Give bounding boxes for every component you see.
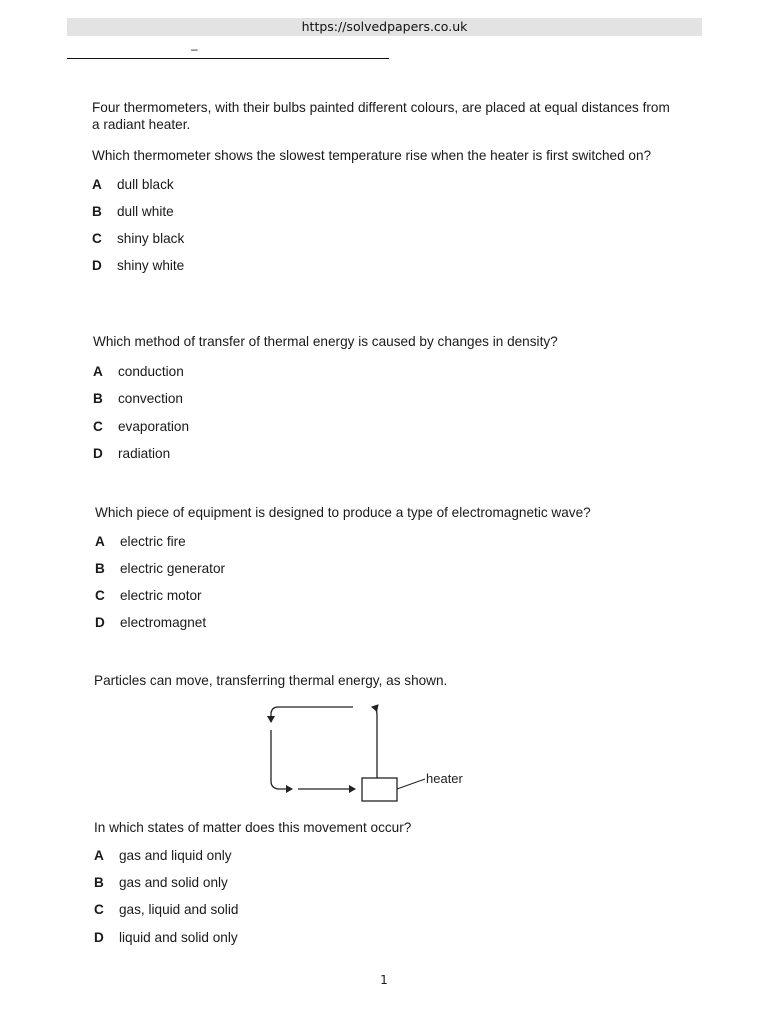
option-letter: B: [94, 875, 104, 890]
option-text: evaporation: [118, 419, 190, 434]
option-letter: D: [94, 930, 104, 945]
source-url-banner: https://solvedpapers.co.uk: [67, 18, 702, 36]
question-4-prompt: In which states of matter does this movement occur?: [94, 820, 412, 835]
option-text: gas and solid only: [119, 875, 228, 890]
question-2-prompt: Which method of transfer of thermal energy is caused by changes in density?: [93, 334, 558, 349]
option-text: electromagnet: [120, 615, 207, 630]
option-letter: C: [94, 902, 104, 917]
question-1-stem-line-1: Four thermometers, with their bulbs painted different colours, are placed at equal distances from: [92, 100, 670, 115]
option-letter: A: [95, 534, 105, 549]
option-letter: C: [93, 419, 103, 434]
header-rule: [67, 58, 389, 59]
option-letter: D: [92, 258, 102, 273]
option-letter: D: [95, 615, 105, 630]
option-letter: D: [93, 446, 103, 461]
question-1-prompt: Which thermometer shows the slowest temperature rise when the heater is first switched on?: [92, 148, 652, 163]
option-text: liquid and solid only: [119, 930, 238, 945]
option-letter: A: [94, 848, 104, 863]
option-letter: B: [95, 561, 105, 576]
option-letter: A: [93, 364, 103, 379]
option-text: shiny black: [117, 231, 185, 246]
option-text: convection: [118, 391, 183, 406]
option-text: dull white: [117, 204, 174, 219]
convection-loop-svg: [262, 700, 482, 810]
heater-label: heater: [426, 771, 463, 786]
option-text: gas, liquid and solid: [119, 902, 239, 917]
option-letter: C: [92, 231, 102, 246]
option-text: conduction: [118, 364, 184, 379]
option-text: electric motor: [120, 588, 202, 603]
option-text: dull black: [117, 177, 174, 192]
option-letter: C: [95, 588, 105, 603]
option-letter: B: [93, 391, 103, 406]
option-text: gas and liquid only: [119, 848, 232, 863]
question-1-stem-line-2: a radiant heater.: [92, 117, 191, 132]
option-text: electric generator: [120, 561, 226, 576]
option-text: radiation: [118, 446, 171, 461]
option-text: shiny white: [117, 258, 185, 273]
heater-leader-line: [397, 779, 425, 789]
option-letter: B: [92, 204, 102, 219]
convection-loop-diagram: [262, 700, 482, 815]
option-letter: A: [92, 177, 102, 192]
page-number: 1: [380, 973, 388, 987]
question-3-prompt: Which piece of equipment is designed to produce a type of electromagnetic wave?: [95, 505, 591, 520]
header-dash: –: [191, 42, 198, 56]
question-4-intro: Particles can move, transferring thermal energy, as shown.: [94, 673, 448, 688]
flow-arrow-top: [271, 707, 353, 722]
flow-arrow-right: [372, 707, 377, 778]
flow-arrow-left: [271, 730, 292, 789]
option-text: electric fire: [120, 534, 186, 549]
heater-box: [362, 778, 397, 801]
